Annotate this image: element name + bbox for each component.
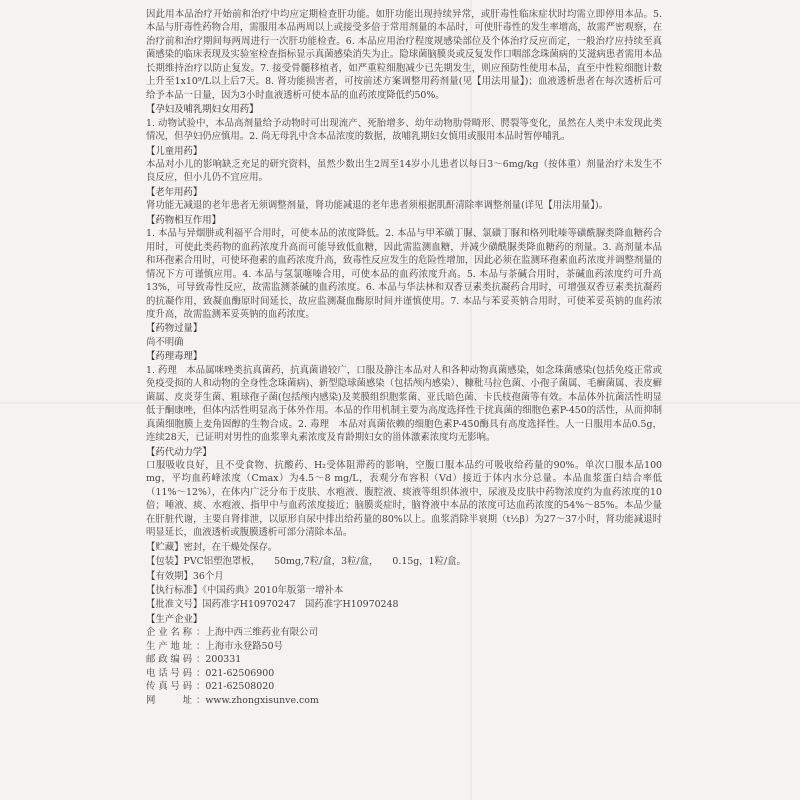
section-heading: 【药代动力学】	[146, 446, 212, 458]
field-label: 网址	[146, 694, 192, 706]
section-text: 尚不明确	[146, 336, 184, 348]
section-pharmacokinetics	[146, 446, 662, 540]
section-text: 1. 本品与异烟肼或利福平合用时，可使本品的浓度降低。2. 本品与甲苯磺丁脲、氯磺丁脲和格列吡嗪等磺酰脲类降血糖药合用时，可使此类药物的血药浓度升高而可能导致低血糖，因此需监测血糖，并减少磺酰脲类降血糖药的剂量。3. 高剂量本品和环孢素合用时，可使环孢素的血药浓度升高，致毒性反应发生的危险性增加，因此必须在监测环孢素血药浓度并调整剂量的情况下方可谨慎应用。4. 本品与氢氯噻嗪合用，可使本品的血药浓度升高。5. 本品与茶碱合用时，茶碱血药浓度约可升高13%，可导致毒性反应，故需监测茶碱的血药浓度。6. 本品与华法林和双香豆素类抗凝药合用时，可增强双香豆素类抗凝药的抗凝作用，致凝血酶原时间延长，故应监测凝血酶原时间并谨慎使用。7. 本品与苯妥英钠合用时，可使苯妥英钠的血药浓度升高，故需监测苯妥英钠的血药浓度。	[146, 228, 662, 320]
field-value: 上海市永登路50号	[205, 640, 283, 652]
field-label: 邮政编码	[146, 654, 192, 666]
section-text: 口服吸收良好，且不受食物、抗酸药、H₂受体阻滞药的影响，空腹口服本品约可吸收给药量的90%。单次口服本品100 mg，平均血药峰浓度（Cmax）为4.5～8 mg/L，表观分布容积（Vd）接近于体内水分总量。本品血浆蛋白结合率低（11%～12%），在体内广泛分布于皮肤、水疱液、腹腔液、痰液等组织体液中，尿液及皮肤中药物浓度约为血药浓度的10倍；唾液、痰、水疱液、指甲中与血药浓度接近；脑膜炎症时，脑脊液中本品的浓度可达血药浓度的54%～85%。本品少量在肝脏代谢，主要自肾排泄，以原形自尿中排出给药量的80%以上。血浆消除半衰期（t½β）为27～37小时，肾功能减退时明显延长，血液透析或腹膜透析可部分清除本品。	[146, 459, 662, 539]
website-row: 网址 ：www.zhongxisunve.com	[146, 694, 319, 706]
field-value: 021-62506900	[205, 667, 275, 679]
company-name-row: 企业名称 ：上海中西三维药业有限公司	[146, 627, 318, 639]
section-text: 密封，在干燥处保存。	[183, 541, 278, 553]
section-heading: 【儿童用药】	[146, 145, 203, 157]
section-heading: 【药理毒理】	[146, 351, 203, 363]
section-text: 本品对小儿的影响缺乏充足的研究资料，虽然少数出生2周至14岁小儿患者以每日3～6mg/kg（按体重）剂量治疗未发生不良反应，但小儿仍不宜应用。	[146, 158, 662, 184]
section-children	[146, 145, 662, 185]
field-value: 200331	[205, 654, 242, 666]
insert-text	[146, 8, 662, 707]
section-heading: 【孕妇及哺乳期妇女用药】	[146, 104, 259, 116]
section-manufacturer	[146, 613, 662, 707]
field-label: 企业名称	[146, 627, 192, 639]
section-validity	[146, 570, 662, 583]
field-value: 021-62508020	[205, 681, 275, 693]
field-label: 生产地址	[146, 640, 192, 652]
section-heading: 【药物相互作用】	[146, 214, 222, 226]
section-package	[146, 555, 662, 568]
field-value: www.zhongxisunve.com	[205, 694, 319, 706]
section-heading: 【生产企业】	[146, 613, 203, 625]
field-label: 传真号码	[146, 681, 192, 693]
section-heading: 【批准文号】	[146, 599, 203, 611]
section-heading: 【有效期】	[146, 570, 193, 582]
section-overdose	[146, 322, 662, 349]
field-value: 上海中西三维药业有限公司	[205, 627, 318, 639]
section-text: 国药准字H10970247 国药准字H10970248	[202, 599, 399, 611]
section-pharmacology	[146, 350, 662, 444]
section-heading: 【包装】	[146, 556, 184, 568]
section-approval	[146, 598, 662, 611]
postcode-row: 邮政编码 ：200331	[146, 654, 242, 666]
section-text: 肾功能无减退的老年患者无须调整剂量，肾功能减退的老年患者须根据肌酐清除率调整剂量(详见【用法用量】)。	[146, 200, 608, 212]
section-interactions	[146, 214, 662, 322]
section-elderly	[146, 186, 662, 213]
section-pregnancy	[146, 103, 662, 143]
precautions-continued: 因此用本品治疗开始前和治疗中均应定期检查肝功能。如肝功能出现持续异常，或肝毒性临床症状时均需立即停用本品。5. 本品与肝毒性药物合用，需服用本品两周以上或接受多倍于常用剂量的本品时，可使肝毒性的发生率增高，故需严密观察，在治疗前和治疗期间每两周进行一次肝功能检查。6. 本品应用治疗程度规感染部位及个体治疗反应而定，一般治疗应持续至真菌感染的临床表现及实验室检查指标显示真菌感染消失为止。隐球菌脑膜炎或反复发作口咽部念珠菌病的艾滋病患者需用本品长期维持治疗以防止复发。7. 接受骨髓移植者，如严重粒细胞减少已先期发生，则应预防性使用本品，直至中性粒细胞计数上升至1x10⁹/L以上后7天。8. 肾功能损害者，可按前述方案调整用药剂量(见【用法用量】)；血液透析患者在每次透析后可给予本品一日量，因为3小时血液透析可使本品的血药浓度降低约50%。	[146, 9, 662, 101]
phone-row: 电话号码 ：021-62506900	[146, 667, 275, 679]
section-text: PVC铝塑泡罩板， 50mg,7粒/盒，3粒/盒， 0.15g，1粒/盒。	[183, 556, 466, 568]
field-label: 电话号码	[146, 667, 192, 679]
section-text: 36个月	[192, 570, 224, 582]
section-heading: 【老年用药】	[146, 186, 203, 198]
section-text: 1. 动物试验中，本品高剂量给予动物时可出现流产、死胎增多、幼年动物肋骨畸形、腭裂等变化，虽然在人类中未发现此类情况，但孕妇仍应慎用。2. 尚无母乳中含本品浓度的数据，故哺乳期妇女慎用或服用本品时暂停哺乳。	[146, 117, 662, 143]
section-heading: 【贮藏】	[146, 541, 184, 553]
section-storage	[146, 541, 662, 554]
section-standard	[146, 584, 662, 597]
section-heading: 【执行标准】	[146, 585, 203, 597]
section-heading: 【药物过量】	[146, 323, 203, 335]
address-row: 生产地址 ：上海市永登路50号	[146, 640, 283, 652]
section-text: 1. 药理 本品属咪唑类抗真菌药，抗真菌谱较广，口服及静注本品对人和各种动物真菌感染，如念珠菌感染(包括免疫正常或免疫受损的人和动物的全身性念珠菌病)、新型隐球菌感染（包括颅内感染）、糠秕马拉色菌、小孢子菌属、毛癣菌属、表皮癣菌属、皮炎芽生菌、粗球孢子菌(包括颅内感染)及荚膜组织胞浆菌、亚氏暗色菌、卡氏枝孢菌等有效。本品体外抗菌活性明显低于酮康唑，但体内活性明显高于体外作用。本品的作用机制主要为高度选择性干扰真菌的细胞色素P-450的活性，从而抑制真菌细胞膜上麦角固醇的生物合成。2. 毒理 本品对真菌依赖的细胞色素P-450酶具有高度选择性。人一日服用本品0.5g，连续28天，已证明对男性的血浆睾丸素浓度及育龄期妇女的甾体激素浓度均无影响。	[146, 364, 662, 444]
section-text: 《中国药典》2010年版第一增补本	[202, 585, 344, 597]
fax-row: 传真号码 ：021-62508020	[146, 681, 275, 693]
